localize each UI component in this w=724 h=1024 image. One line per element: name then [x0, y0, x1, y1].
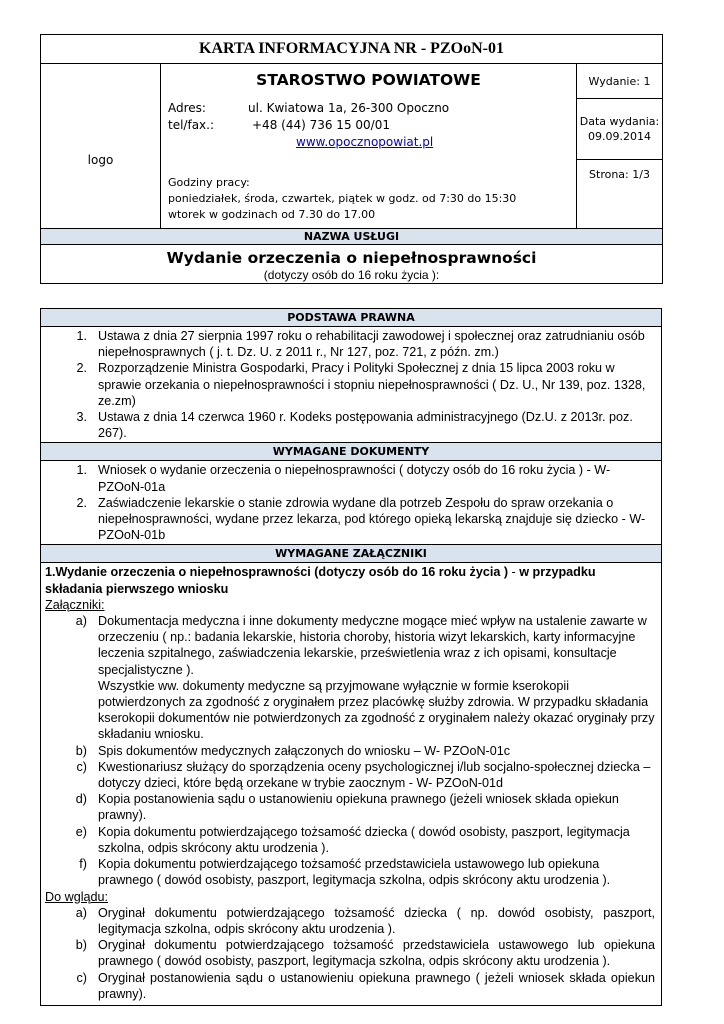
list-item: c. Oryginał postanowienia sądu o ustanowieniu opiekuna prawnego ( jeżeli wniosek składa opiekun prawny).	[94, 970, 655, 1002]
service-band: NAZWA USŁUGI	[41, 229, 663, 245]
contact-block	[168, 100, 449, 134]
item-text: Dokumentacja medyczna i inne dokumenty medyczne mogące mieć wpływ na ustalenie zawarte w orzeczeniu ( np.: badania lekarskie, historia choroby, historia wizyt lekarskich, karty informacyjne leczenia szpitalnego, zaświadczenia lekarskie, prześwietlenia wraz z ich opisami, konsultacje specjalistyczne ).	[98, 614, 647, 677]
legal-basis-heading: PODSTAWA PRAWNA	[41, 309, 662, 327]
issue-date-label: Data wydania:	[579, 115, 660, 128]
hours-label: Godziny pracy:	[168, 176, 250, 189]
service-note: (dotyczy osób do 16 roku życia ):	[263, 268, 440, 282]
case-title	[45, 564, 655, 596]
office-name: STAROSTWO POWIATOWE	[256, 71, 481, 89]
edition: Wydanie: 1	[588, 74, 651, 88]
case-title-tail: w przypadku składania pierwszego wniosku	[45, 565, 596, 596]
inspection-list	[45, 905, 655, 1002]
case-title-main: 1.Wydanie orzeczenia o niepełnosprawności (dotyczy osób do 16 roku życia )	[45, 565, 509, 580]
phone-label: tel/fax.:	[168, 118, 215, 132]
list-item: b. Oryginał dokumentu potwierdzającego tożsamość przedstawiciela ustawowego lub opiekuna prawnego ( dowód osobisty, paszport, legitymacja szkolna, odpis skrócony aktu urodzenia ).	[94, 937, 655, 969]
office-hours	[168, 175, 516, 223]
required-documents-heading: WYMAGANE DOKUMENTY	[41, 443, 662, 461]
office-info	[161, 64, 577, 229]
issue-date: 09.09.2014	[588, 130, 651, 143]
inspection-label: Do wglądu:	[45, 889, 109, 904]
list-item: 2. Zaświadczenie lekarskie o stanie zdrowia wydane dla potrzeb Zespołu do spraw orzekania o niepełnosprawności, wydane przez lekarza, pod którego opieką lekarską znajduje się dziecko - W- PZOoN-01b	[94, 495, 655, 544]
list-item: c. Kwestionariusz służący do sporządzenia oceny psychologicznej i/lub socjalno-społecznej dziecka – dotyczy dzieci, które będą orzekane w trybie zaocznym - W- PZOoN-01d	[94, 759, 655, 791]
list-item: a. Oryginał dokumentu potwierdzającego tożsamość dziecka ( np. dowód osobisty, paszport, legitymacja szkolna, odpis skrócony aktu urodzenia ).	[94, 905, 655, 937]
list-item	[94, 613, 655, 743]
list-item: e. Kopia dokumentu potwierdzającego tożsamość dziecka ( dowód osobisty, paszport, legitymacja szkolna, odpis skrócony aktu urodzenia ).	[94, 824, 655, 856]
legal-basis-list	[45, 328, 655, 441]
list-item: d. Kopia postanowienia sądu o ustanowieniu opiekuna prawnego (jeżeli wniosek składa opiekun prawny).	[94, 791, 655, 823]
list-item: 2. Rozporządzenie Ministra Gospodarki, Pracy i Polityki Społecznej z dnia 15 lipca 2003 roku w sprawie orzekania o niepełnosprawności i stopniu niepełnosprawności ( Dz. U., Nr 139, poz. 1328, ze.zm)	[94, 360, 655, 409]
list-item: f. Kopia dokumentu potwierdzającego tożsamość przedstawiciela ustawowego lub opiekuna prawnego ( dowód osobisty, paszport, legitymacja szkolna, odpis skrócony aktu urodzenia ).	[94, 856, 655, 888]
logo-placeholder	[41, 64, 161, 229]
required-documents-list	[45, 462, 655, 543]
header-table	[40, 34, 663, 284]
address-label: Adres:	[168, 101, 206, 115]
attachments-section	[41, 563, 662, 1005]
service-cell	[41, 245, 663, 284]
list-item: 1. Wniosek o wydanie orzeczenia o niepełnosprawności ( dotyczy osób do 16 roku życia ) - W- PZOoN-01a	[94, 462, 655, 494]
item-note: Wszystkie ww. dokumenty medyczne są przyjmowane wyłącznie w formie kserokopii potwierdzonych za zgodność z oryginałem przez placówkę służby zdrowia. W przypadku składania kserokopii dokumentów nie potwierdzonych za zgodność z oryginałem należy okazać oryginały przy składaniu wniosku.	[98, 678, 655, 742]
page-cell	[577, 160, 663, 229]
address-value: ul. Kwiatowa 1a, 26-300 Opoczno	[248, 101, 450, 115]
hours-line-2: wtorek w godzinach od 7.30 do 17.00	[168, 208, 376, 221]
document-title: KARTA INFORMACYJNA NR - PZOoN-01	[41, 35, 663, 64]
required-documents-section	[41, 461, 662, 545]
attachments-label: Załączniki:	[45, 597, 105, 612]
attachments-list	[45, 613, 655, 888]
legal-basis-section	[41, 327, 662, 443]
website-link[interactable]: www.opocznopowiat.pl	[296, 135, 434, 149]
page-number: Strona: 1/3	[589, 168, 650, 181]
attachments-heading: WYMAGANE ZAŁĄCZNIKI	[41, 545, 662, 563]
edition-cell	[577, 64, 663, 99]
case-title-separator: -	[508, 565, 520, 580]
list-item: 1. Ustawa z dnia 27 sierpnia 1997 roku o rehabilitacji zawodowej i społecznej oraz zatrudnianiu osób niepełnosprawnych ( j. t. Dz. U. z 2011 r., Nr 127, poz. 721, z późn. zm.)	[94, 328, 655, 360]
phone-value: +48 (44) 736 15 00/01	[252, 118, 390, 132]
content-table	[40, 308, 662, 1006]
hours-line-1: poniedziałek, środa, czwartek, piątek w godz. od 7:30 do 15:30	[168, 192, 517, 205]
service-name: Wydanie orzeczenia o niepełnosprawności	[166, 249, 537, 267]
logo-text: logo	[87, 153, 114, 167]
list-item: b. Spis dokumentów medycznych załączonych do wniosku – W- PZOoN-01c	[94, 743, 655, 759]
list-item: 3. Ustawa z dnia 14 czerwca 1960 r. Kodeks postępowania administracyjnego (Dz.U. z 2013r. poz. 267).	[94, 409, 655, 441]
issue-date-cell	[577, 99, 663, 160]
